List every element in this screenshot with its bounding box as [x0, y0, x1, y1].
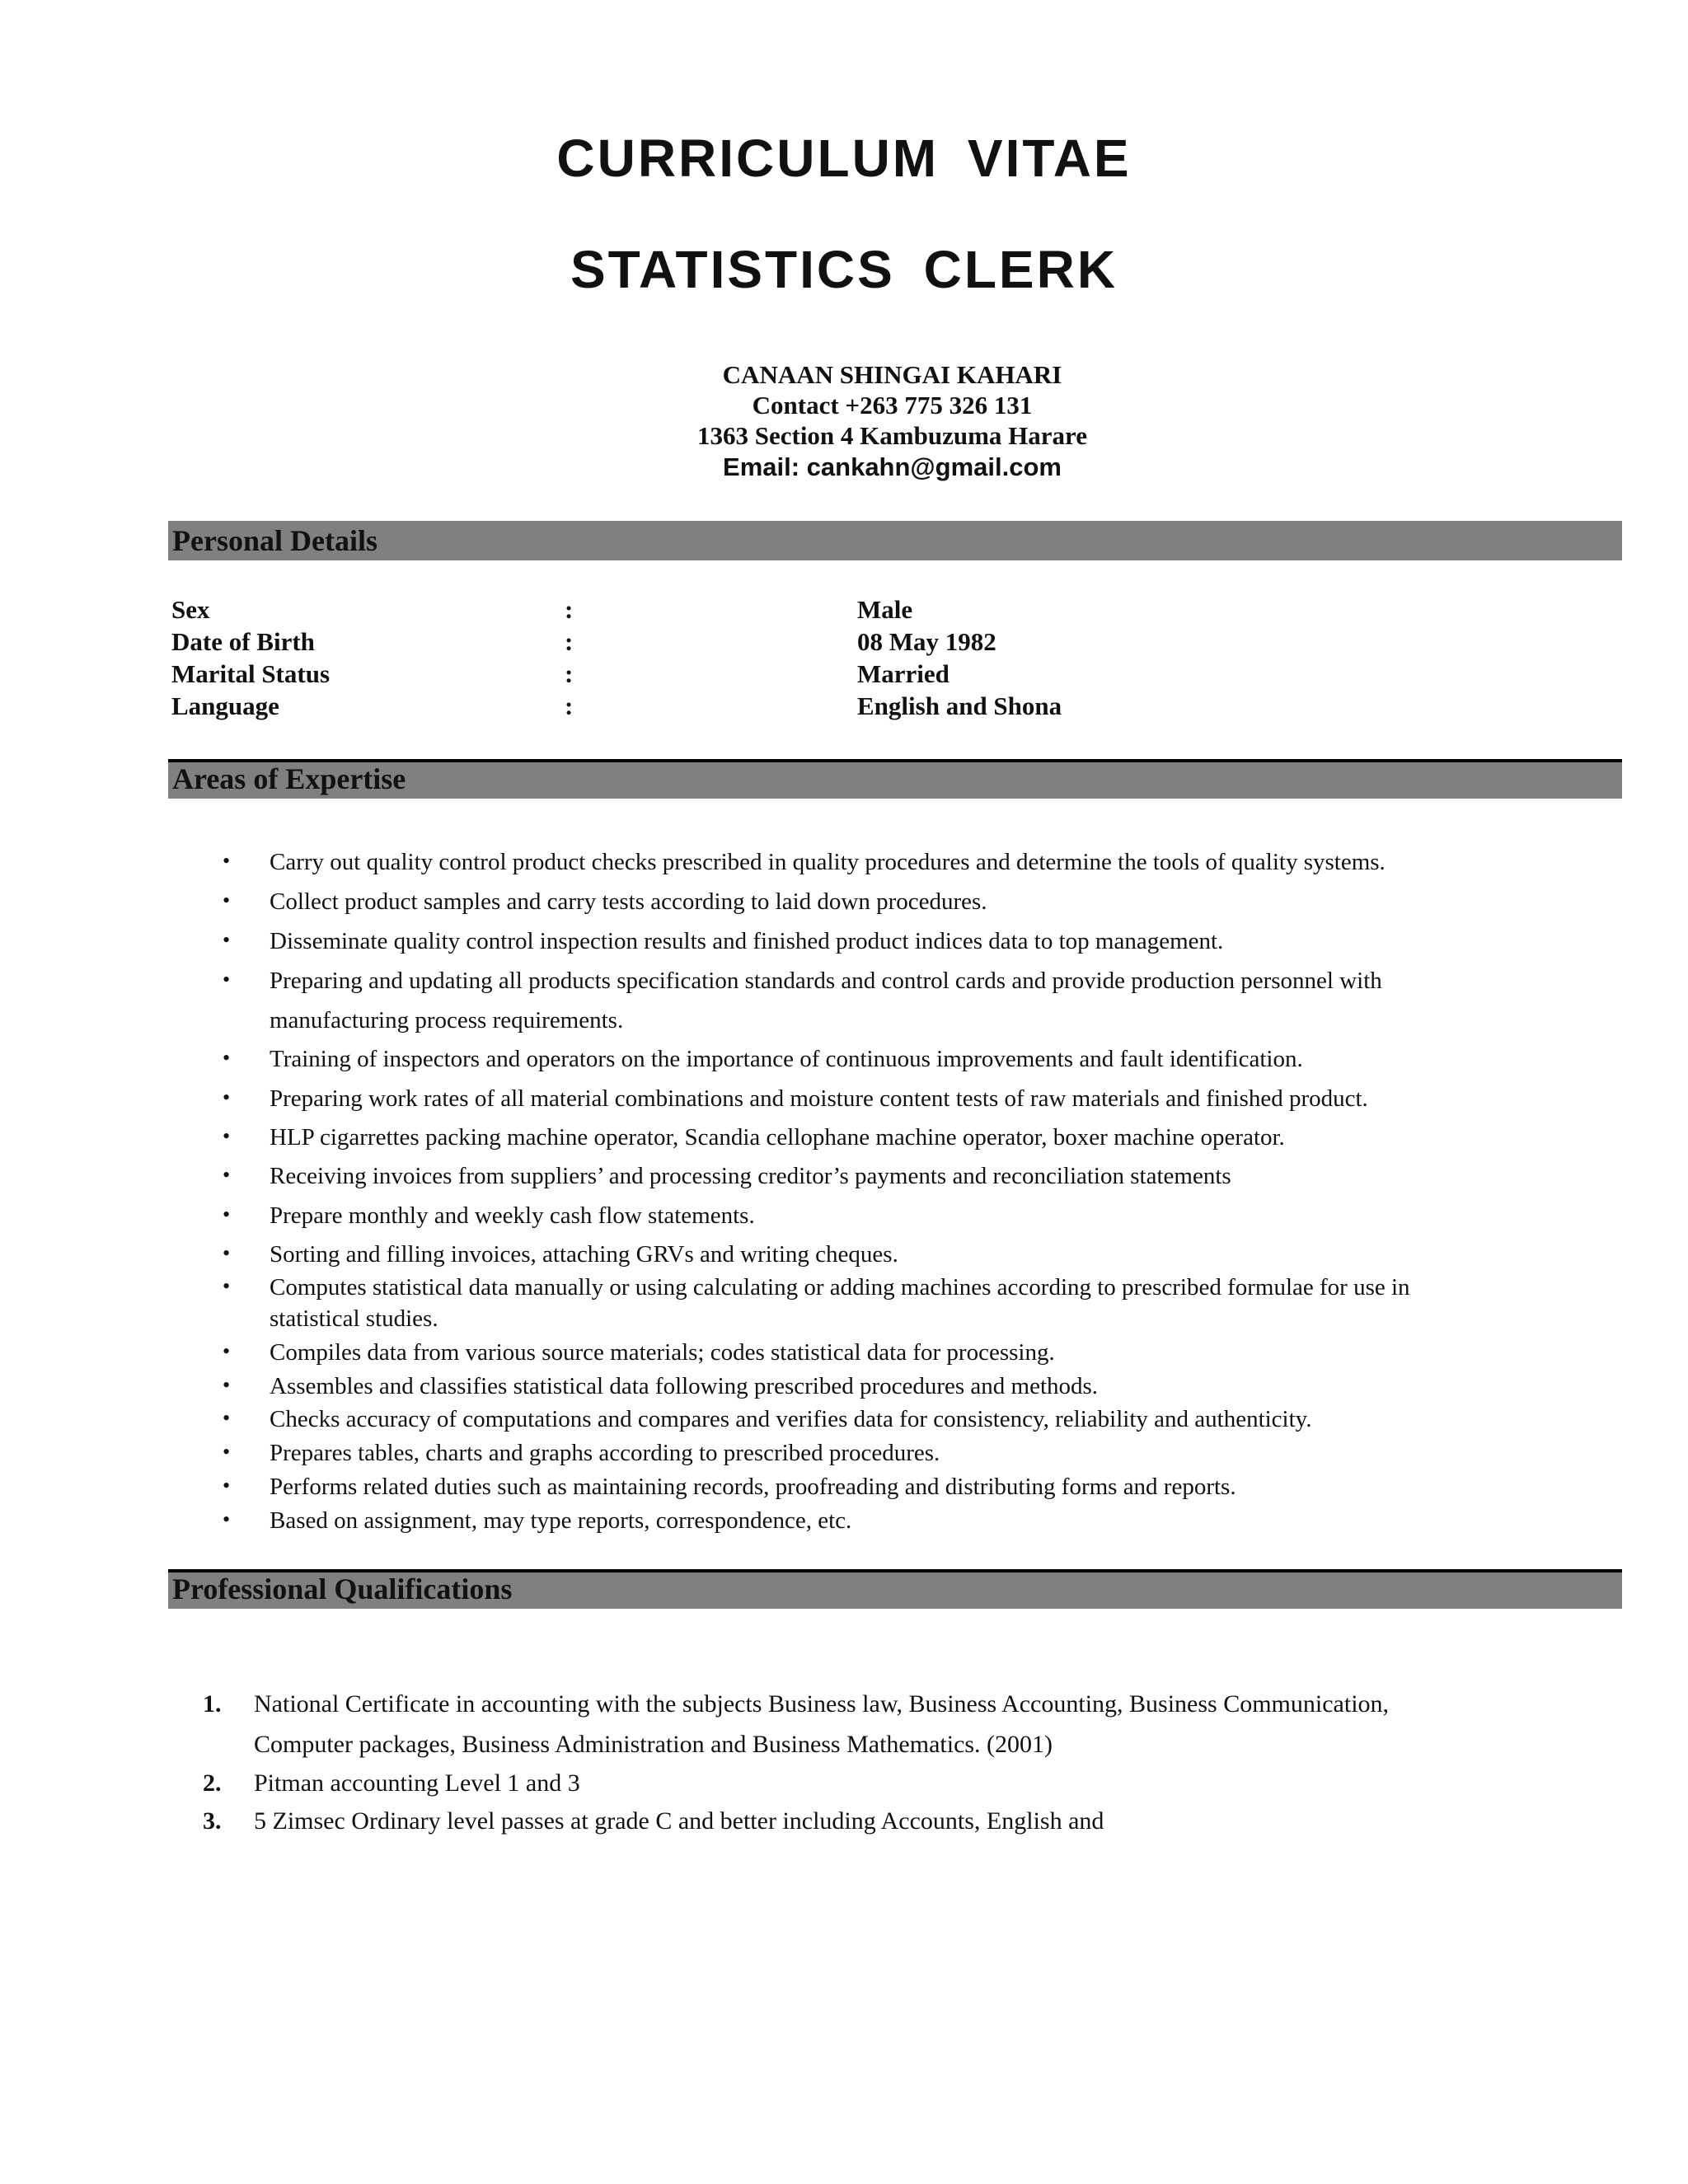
list-item-text: 5 Zimsec Ordinary level passes at grade C and better including Accounts, English and [254, 1807, 1104, 1835]
bullet-icon: • [223, 1406, 231, 1430]
list-number: 1. [203, 1690, 222, 1718]
document-title: CURRICULUM VITAE [556, 129, 1132, 188]
list-item-text: Collect product samples and carry tests according to laid down procedures. [270, 888, 987, 915]
list-item-text: Preparing work rates of all material combinations and moisture content tests of raw materials and finished product. [270, 1085, 1368, 1112]
expertise-header [168, 759, 1622, 799]
detail-row-language [171, 691, 1490, 724]
email-line: Email: cankahn@gmail.com [723, 452, 1062, 481]
list-item-text: Computer packages, Business Administration and Business Mathematics. (2001) [254, 1731, 1053, 1758]
list-item-text: Preparing and updating all products specification standards and control cards and provide production personnel with [270, 968, 1382, 994]
bullet-icon: • [223, 1474, 231, 1497]
list-item-text: Prepares tables, charts and graphs according to prescribed procedures. [270, 1440, 940, 1466]
list-item-text: Carry out quality control product checks prescribed in quality procedures and determine the tools of quality systems. [270, 849, 1386, 875]
detail-separator: : [565, 595, 574, 624]
list-item-text: Checks accuracy of computations and compares and verifies data for consistency, reliability and authenticity. [270, 1406, 1312, 1432]
bullet-icon: • [223, 1274, 231, 1298]
personal-details-header [168, 521, 1622, 560]
bullet-icon: • [223, 849, 231, 873]
detail-separator: : [565, 659, 574, 688]
bullet-icon: • [223, 1046, 231, 1070]
list-item-text: HLP cigarrettes packing machine operator, Scandia cellophane machine operator, boxer machine operator. [270, 1124, 1285, 1151]
detail-value: English and Shona [857, 691, 1062, 720]
list-number: 3. [203, 1807, 222, 1835]
list-item-text: Training of inspectors and operators on the importance of continuous improvements and fault identification. [270, 1046, 1303, 1072]
detail-row-sex [171, 595, 1490, 627]
list-number: 2. [203, 1769, 222, 1797]
bullet-icon: • [223, 968, 231, 991]
bullet-icon: • [223, 1373, 231, 1397]
detail-value: Married [857, 659, 950, 688]
list-item-text: Based on assignment, may type reports, correspondence, etc. [270, 1507, 852, 1534]
detail-label: Language [171, 691, 279, 720]
detail-separator: : [565, 691, 574, 720]
detail-label: Sex [171, 595, 210, 624]
detail-row-marital-status [171, 659, 1490, 691]
qualifications-header [168, 1569, 1622, 1609]
list-item-text: Prepare monthly and weekly cash flow statements. [270, 1202, 755, 1229]
list-item-text: National Certificate in accounting with the subjects Business law, Business Accounting, Business Communication, [254, 1690, 1390, 1718]
contact-block [0, 359, 1688, 484]
bullet-icon: • [223, 1163, 231, 1187]
bullet-icon: • [223, 1202, 231, 1226]
list-item-text: Computes statistical data manually or using calculating or adding machines according to prescribed formulae for use in [270, 1274, 1410, 1301]
detail-value: 08 May 1982 [857, 627, 996, 656]
applicant-name: CANAAN SHINGAI KAHARI [722, 360, 1062, 389]
bullet-icon: • [223, 1440, 231, 1464]
bullet-icon: • [223, 1339, 231, 1363]
personal-details-table [171, 595, 1490, 724]
list-item-text: Receiving invoices from suppliers’ and processing creditor’s payments and reconciliation statements [270, 1163, 1231, 1189]
section-title: Personal Details [172, 524, 377, 557]
detail-separator: : [565, 627, 574, 656]
bullet-icon: • [223, 928, 231, 952]
list-item-text: Performs related duties such as maintaining records, proofreading and distributing forms and reports. [270, 1474, 1236, 1500]
list-item-text: Pitman accounting Level 1 and 3 [254, 1769, 580, 1797]
detail-value: Male [857, 595, 913, 624]
phone-line: Contact +263 775 326 131 [752, 391, 1033, 419]
bullet-icon: • [223, 1124, 231, 1148]
address-line: 1363 Section 4 Kambuzuma Harare [696, 421, 1087, 450]
list-item-text: statistical studies. [270, 1305, 438, 1332]
list-item-text: Sorting and filling invoices, attaching GRVs and writing cheques. [270, 1241, 898, 1268]
section-title: Areas of Expertise [172, 762, 406, 795]
list-item-text: Disseminate quality control inspection results and finished product indices data to top management. [270, 928, 1224, 954]
bullet-icon: • [223, 1241, 231, 1265]
section-title: Professional Qualifications [172, 1572, 513, 1605]
job-title: STATISTICS CLERK [570, 240, 1118, 299]
bullet-icon: • [223, 1085, 231, 1109]
bullet-icon: • [223, 888, 231, 912]
detail-row-dob [171, 627, 1490, 659]
detail-label: Marital Status [171, 659, 331, 688]
list-item-text: Compiles data from various source materials; codes statistical data for processing. [270, 1339, 1055, 1366]
list-item-text: manufacturing process requirements. [270, 1007, 624, 1033]
bullet-icon: • [223, 1507, 231, 1531]
list-item-text: Assembles and classifies statistical data following prescribed procedures and methods. [270, 1373, 1099, 1399]
detail-label: Date of Birth [171, 627, 315, 656]
